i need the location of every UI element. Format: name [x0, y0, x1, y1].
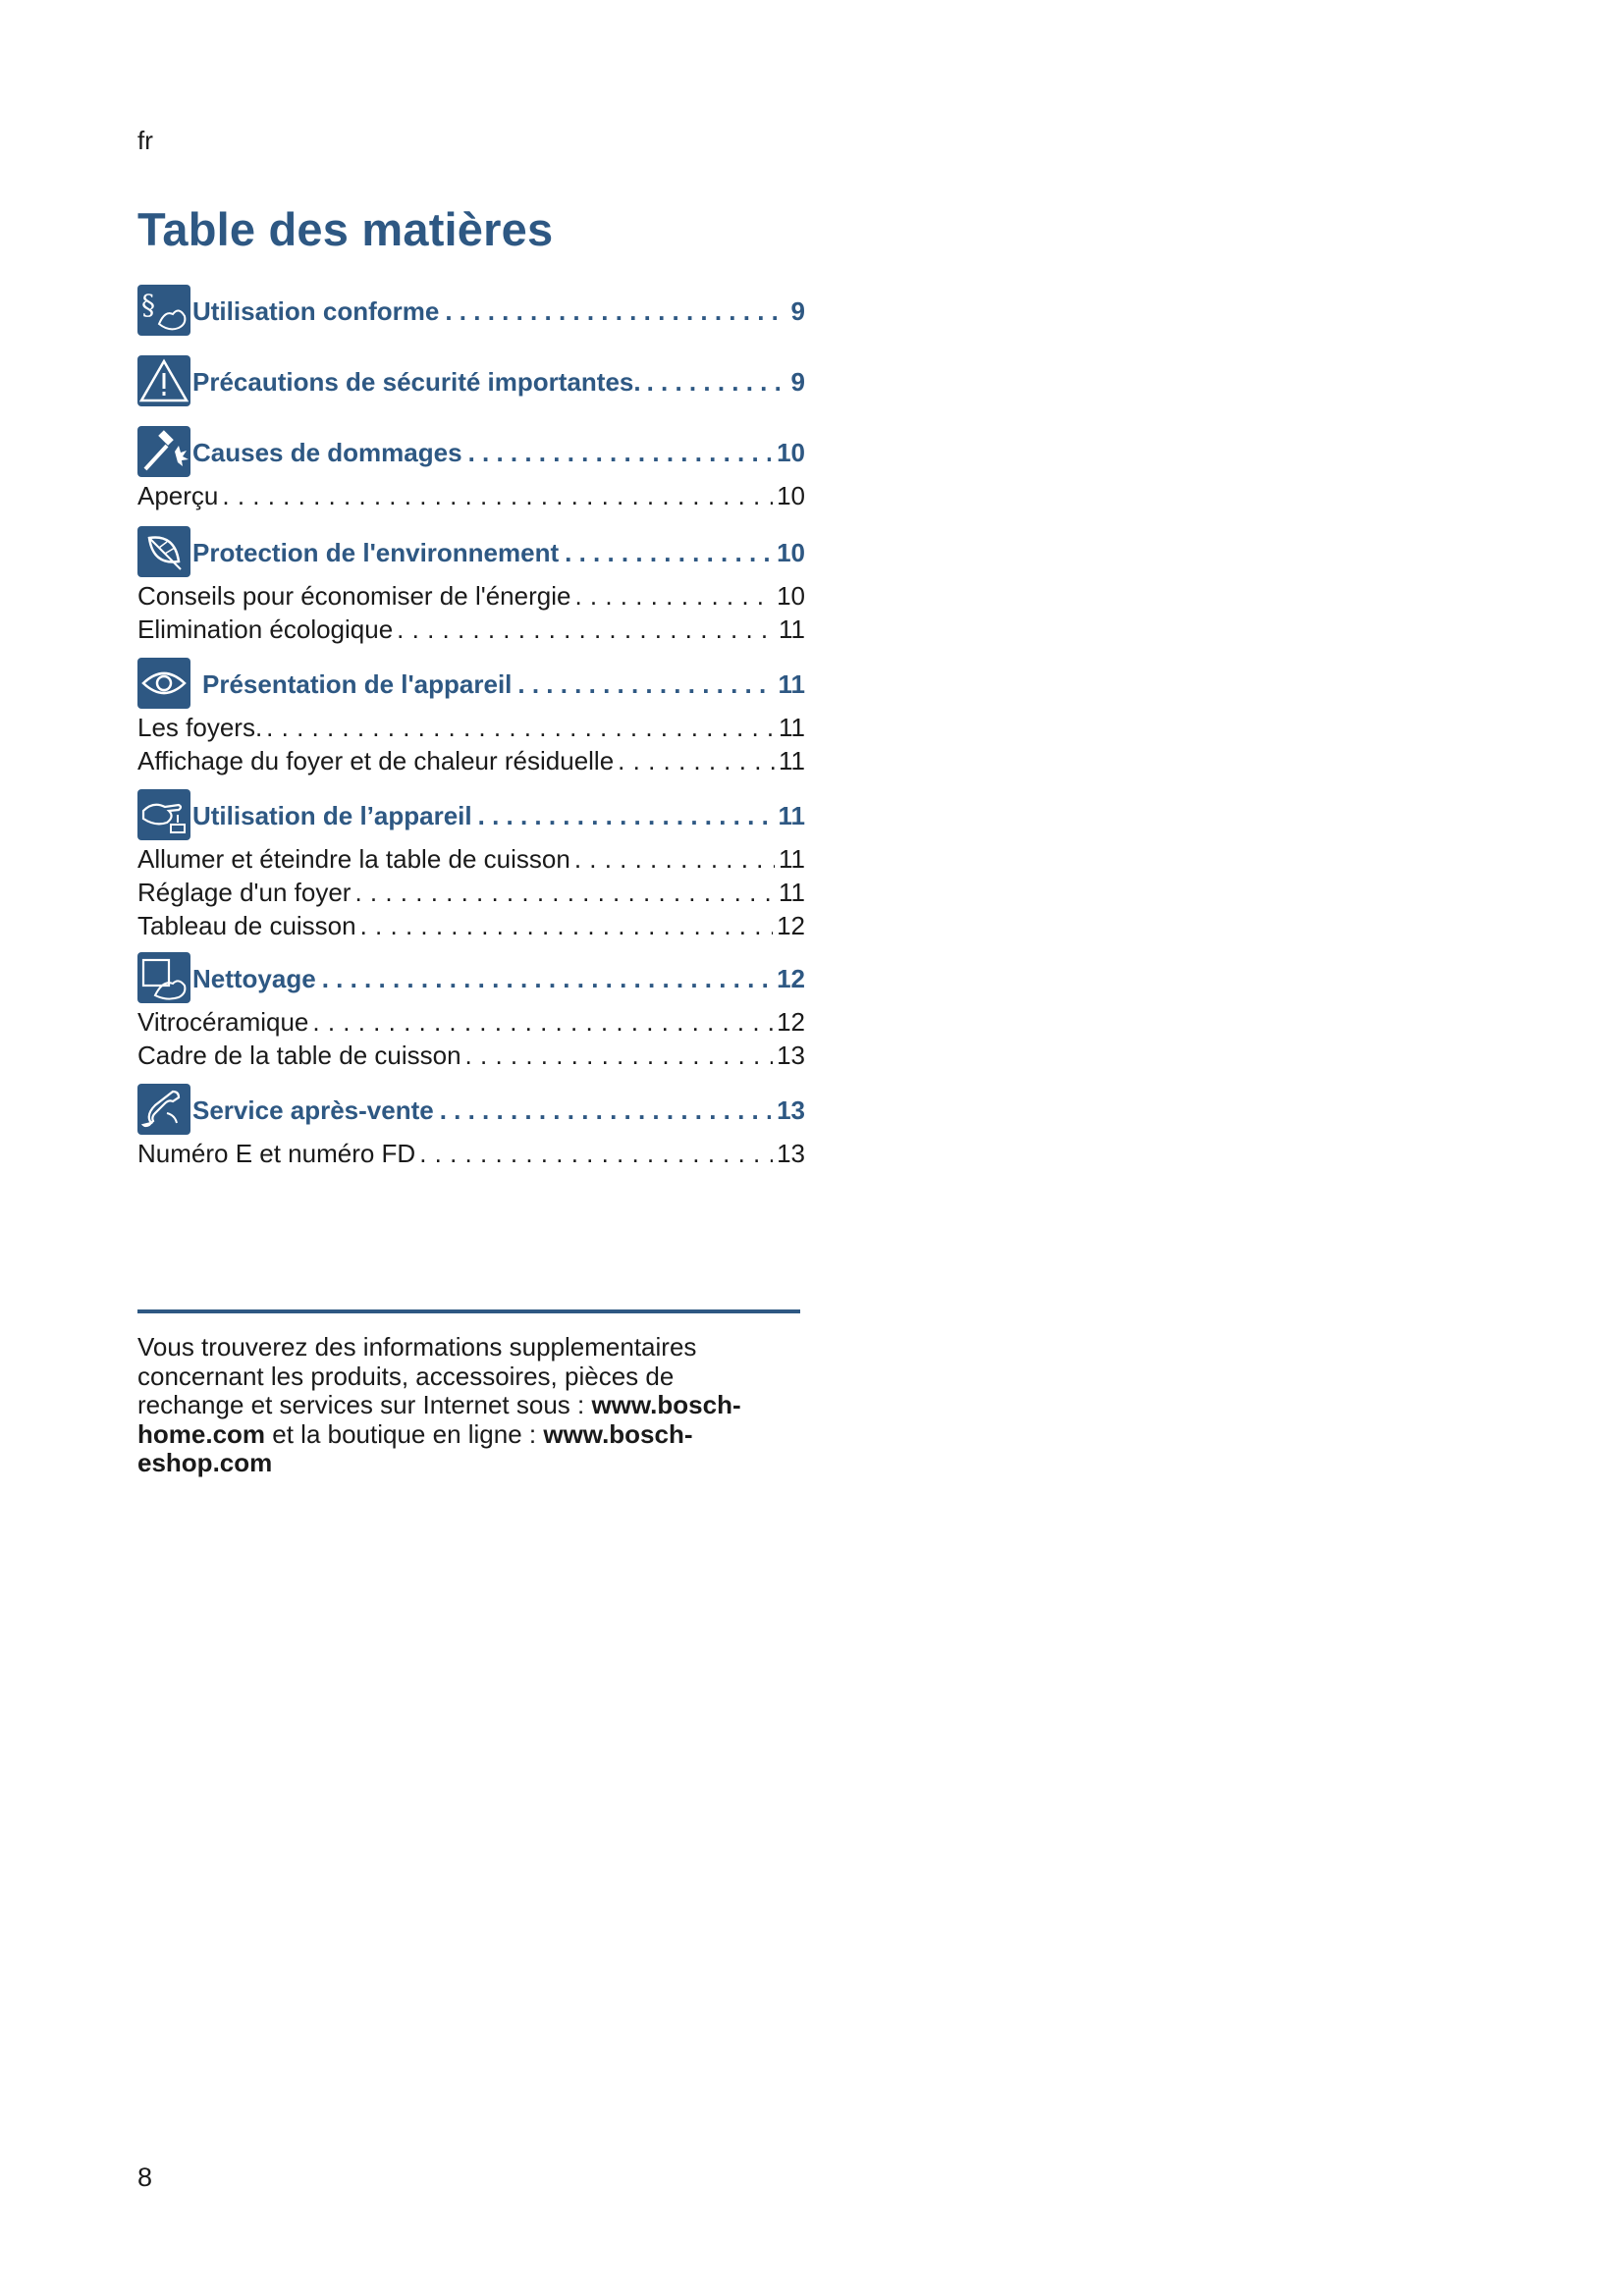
toc-entry[interactable]: [137, 878, 805, 909]
svg-text:§: §: [141, 289, 155, 321]
toc-entry[interactable]: [137, 614, 805, 646]
toc-section-nettoyage: [137, 952, 805, 1072]
phone-icon: [137, 1084, 190, 1135]
warning-triangle-icon: [137, 355, 190, 406]
toc-entry-page: 13: [777, 1139, 805, 1168]
toc-page-number: 12: [777, 964, 805, 993]
toc-page-number: 10: [777, 438, 805, 467]
toc-section-environnement: [137, 526, 805, 646]
toc-entry-page: 13: [777, 1041, 805, 1070]
toc-entry-page: 10: [777, 481, 805, 510]
toc-entry-label: Tableau de cuisson: [137, 911, 356, 940]
toc-entry-page: 11: [779, 878, 805, 907]
section-hand-icon: [137, 285, 190, 336]
eye-icon: [137, 658, 190, 709]
toc-leader-dots: [266, 713, 775, 743]
toc-entry-label: Allumer et éteindre la table de cuisson: [137, 844, 570, 874]
toc-section-causes-dommages: [137, 426, 805, 512]
footnote-divider: [137, 1309, 800, 1313]
toc-page-number: 13: [777, 1095, 805, 1125]
toc-section-presentation: [137, 658, 805, 777]
toc-entry-label: Conseils pour économiser de l'énergie: [137, 581, 571, 611]
toc-heading-title: Utilisation conforme: [192, 296, 440, 326]
toc-heading-title: Présentation de l'appareil: [202, 669, 513, 699]
toc-heading-title: Utilisation de l’appareil: [192, 801, 472, 830]
toc-entry-label: Les foyers.: [137, 713, 263, 742]
page-number: 8: [137, 2163, 153, 2192]
page-title: Table des matières: [137, 203, 554, 255]
footnote-text: Vous trouverez des informations supplementaires concernant les produits, accessoires, pièces de rechange et services sur Internet sous :: [137, 1332, 697, 1419]
toc-leader-dots: [478, 801, 773, 831]
toc-entry-page: 11: [779, 844, 805, 874]
toc-entry[interactable]: [137, 1139, 805, 1170]
toc-entry-label: Affichage du foyer et de chaleur résiduelle: [137, 746, 615, 775]
toc-entry-label: Réglage d'un foyer: [137, 878, 352, 907]
toc-entry-page: 11: [779, 614, 805, 644]
footnote-text: et la boutique en ligne :: [265, 1418, 544, 1449]
toc-leader-dots: [647, 367, 785, 398]
toc-entry-label: Numéro E et numéro FD: [137, 1139, 416, 1168]
toc-entry[interactable]: [137, 746, 805, 777]
toc-heading-title: Service après-vente: [192, 1095, 434, 1125]
toc-leader-dots: [574, 581, 773, 612]
toc-heading[interactable]: [192, 538, 805, 568]
toc-section-service: [137, 1084, 805, 1170]
toc-entry-label: Cadre de la table de cuisson: [137, 1041, 461, 1070]
toc-leader-dots: [618, 746, 775, 776]
link-bosch-home[interactable]: www.bosch-home.com: [137, 1390, 741, 1449]
toc-leader-dots: [360, 911, 773, 941]
toc-heading-title: Protection de l'environnement: [192, 538, 560, 567]
toc-heading[interactable]: [202, 669, 805, 700]
toc-entry[interactable]: [137, 713, 805, 744]
toc-leader-dots: [222, 481, 773, 511]
toc-page-number: 9: [790, 296, 805, 326]
toc-entry-page: 12: [777, 911, 805, 940]
toc-heading[interactable]: [192, 964, 805, 994]
toc-leader-dots: [419, 1139, 773, 1169]
toc-leader-dots: [565, 538, 771, 568]
toc-entry-page: 12: [777, 1007, 805, 1037]
link-bosch-eshop[interactable]: www.bosch-eshop.com: [137, 1418, 693, 1477]
toc-heading[interactable]: [192, 438, 805, 468]
toc-leader-dots: [517, 669, 772, 700]
toc-leader-dots: [465, 1041, 774, 1071]
toc-leader-dots: [440, 1095, 771, 1126]
toc-heading[interactable]: [192, 296, 805, 327]
toc-leader-dots: [397, 614, 775, 645]
leaf-environment-icon: [137, 526, 190, 577]
toc-leader-dots: [322, 964, 771, 994]
toc-entry[interactable]: [137, 481, 805, 512]
toc-page-number: 10: [777, 538, 805, 567]
toc-section-utilisation-conforme: [137, 285, 805, 338]
toc-leader-dots: [354, 878, 775, 908]
toc-entry-page: 11: [779, 713, 805, 742]
hand-operation-icon: [137, 789, 190, 840]
language-code: fr: [137, 126, 153, 155]
footnote: [137, 1333, 785, 1478]
toc-heading-title: Précautions de sécurité importantes.: [192, 367, 641, 397]
toc-entry[interactable]: [137, 581, 805, 613]
toc-entry[interactable]: [137, 911, 805, 942]
toc-page-number: 9: [790, 367, 805, 397]
toc-leader-dots: [312, 1007, 773, 1038]
toc-page-number: 11: [778, 669, 805, 699]
toc-heading-title: Nettoyage: [192, 964, 316, 993]
toc-leader-dots: [445, 296, 785, 327]
toc-heading-title: Causes de dommages: [192, 438, 462, 467]
toc-section-utilisation-appareil: [137, 789, 805, 942]
cleaning-hand-icon: [137, 952, 190, 1003]
toc-leader-dots: [468, 438, 772, 468]
toc-leader-dots: [574, 844, 775, 875]
toc-section-precautions: [137, 355, 805, 408]
toc-entry[interactable]: [137, 844, 805, 876]
toc-entry[interactable]: [137, 1041, 805, 1072]
toc-page-number: 11: [778, 801, 805, 830]
hammer-damage-icon: [137, 426, 190, 477]
toc-entry-page: 11: [779, 746, 805, 775]
toc-entry-label: Aperçu: [137, 481, 219, 510]
toc-heading[interactable]: [192, 367, 805, 398]
toc-entry-label: Elimination écologique: [137, 614, 394, 644]
toc-entry-page: 10: [777, 581, 805, 611]
toc-heading[interactable]: [192, 801, 805, 831]
toc-entry-label: Vitrocéramique: [137, 1007, 309, 1037]
toc-entry[interactable]: [137, 1007, 805, 1039]
toc-heading[interactable]: [192, 1095, 805, 1126]
